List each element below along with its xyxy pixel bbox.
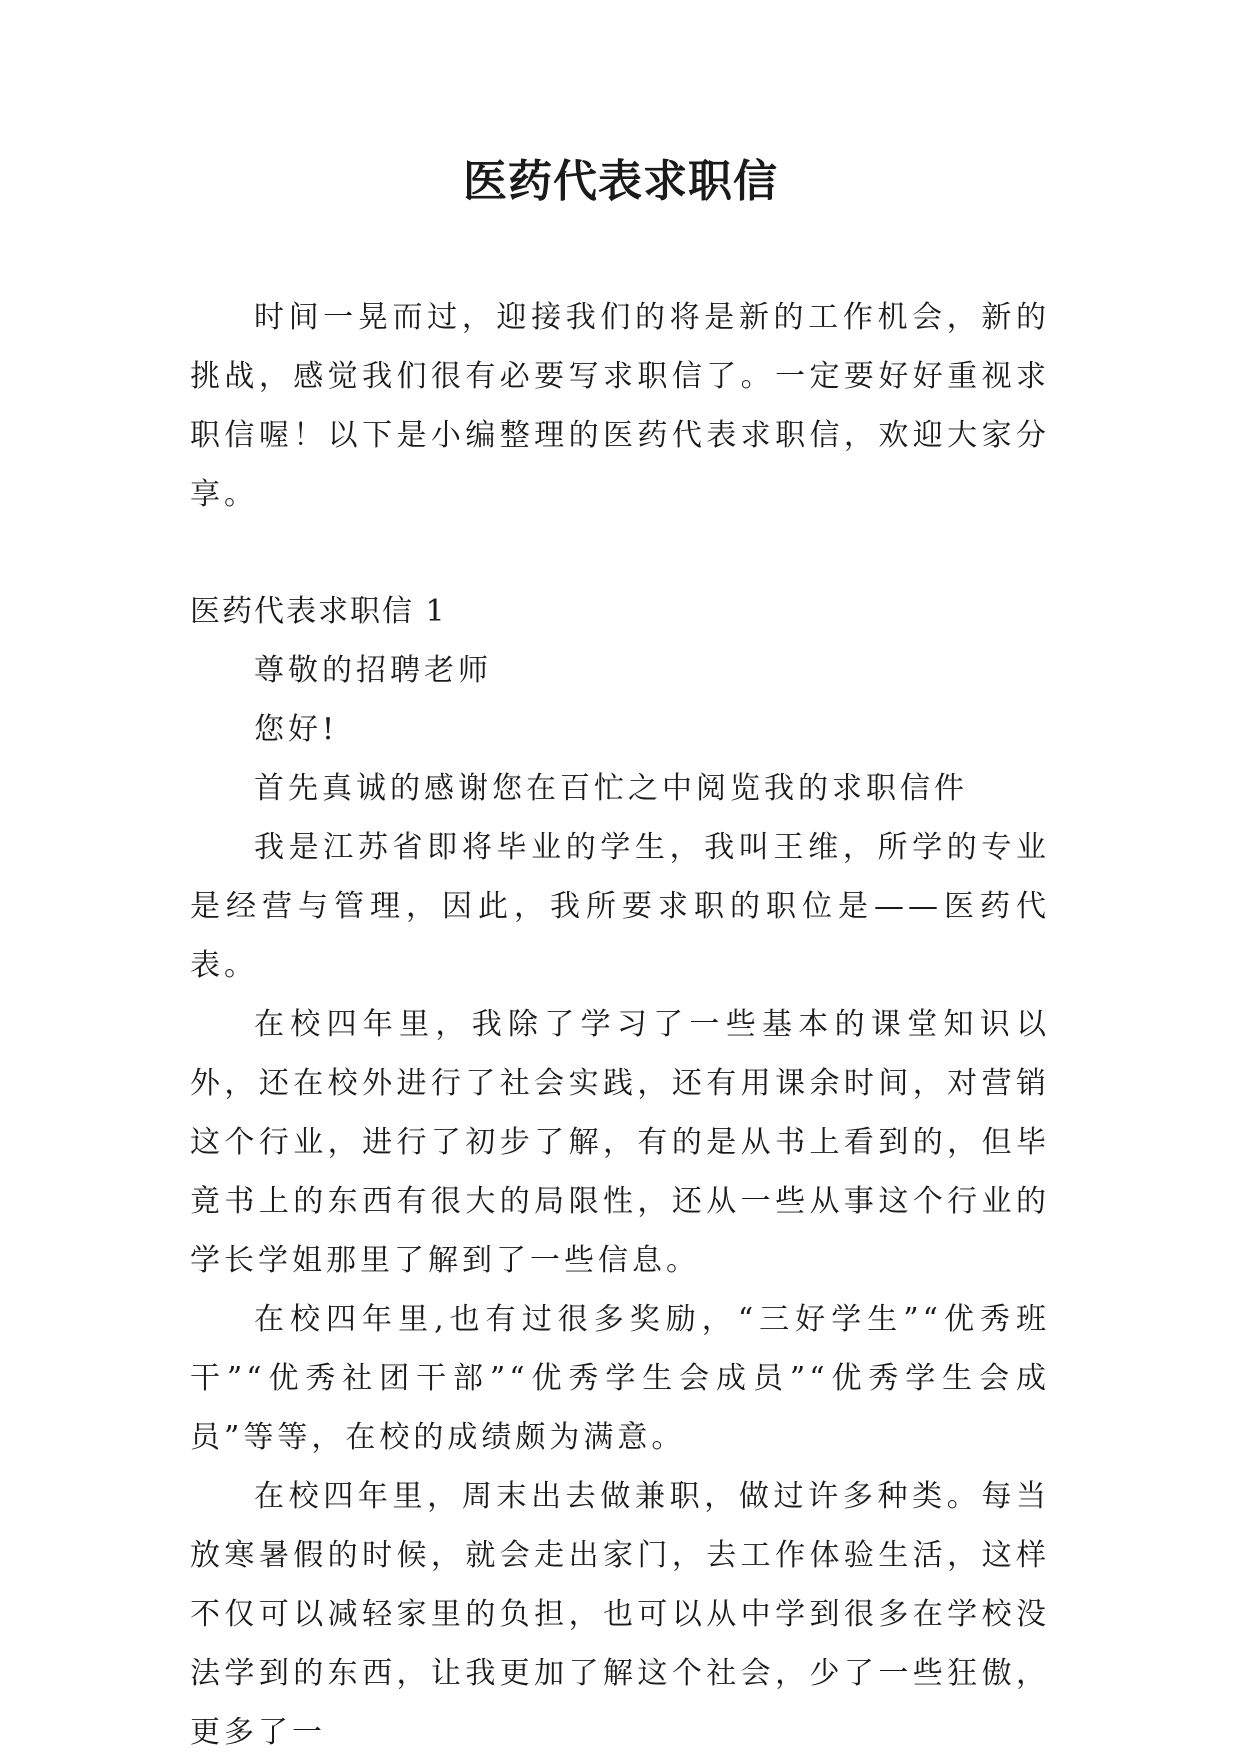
study-paragraph: 在校四年里，我除了学习了一些基本的课堂知识以外，还在校外进行了社会实践，还有用课余时间，对营销这个行业，进行了初步了解，有的是从书上看到的，但毕竟书上的东西有很大的局限性，还从一些从事这个行业的学长学姐那里了解到了一些信息。: [190, 1007, 1050, 1278]
awards-paragraph: 在校四年里,也有过很多奖励，“三好学生”“优秀班干”“优秀社团干部”“优秀学生会成员”“优秀学生会成员”等等，在校的成绩颇为满意。: [190, 1302, 1050, 1455]
thanks-paragraph: 首先真诚的感谢您在百忙之中阅览我的求职信件: [254, 771, 968, 806]
self-intro-paragraph: 我是江苏省即将毕业的学生，我叫王维，所学的专业是经营与管理，因此，我所要求职的职位是——医药代表。: [190, 830, 1050, 983]
greeting-paragraph: 您好!: [254, 712, 339, 747]
document-body: [190, 288, 1050, 1762]
section-heading: 医药代表求职信 1: [190, 594, 447, 629]
intro-paragraph: 时间一晃而过，迎接我们的将是新的工作机会，新的挑战，感觉我们很有必要写求职信了。一定要好好重视求职信喔！以下是小编整理的医药代表求职信，欢迎大家分享。: [190, 300, 1050, 512]
document-title: 医药代表求职信: [463, 156, 778, 207]
salutation-paragraph: 尊敬的招聘老师: [254, 653, 492, 688]
parttime-paragraph: 在校四年里，周末出去做兼职，做过许多种类。每当放寒暑假的时候，就会走出家门，去工作体验生活，这样不仅可以减轻家里的负担，也可以从中学到很多在学校没法学到的东西，让我更加了解这个社会，少了一些狂傲，更多了一: [190, 1479, 1050, 1750]
